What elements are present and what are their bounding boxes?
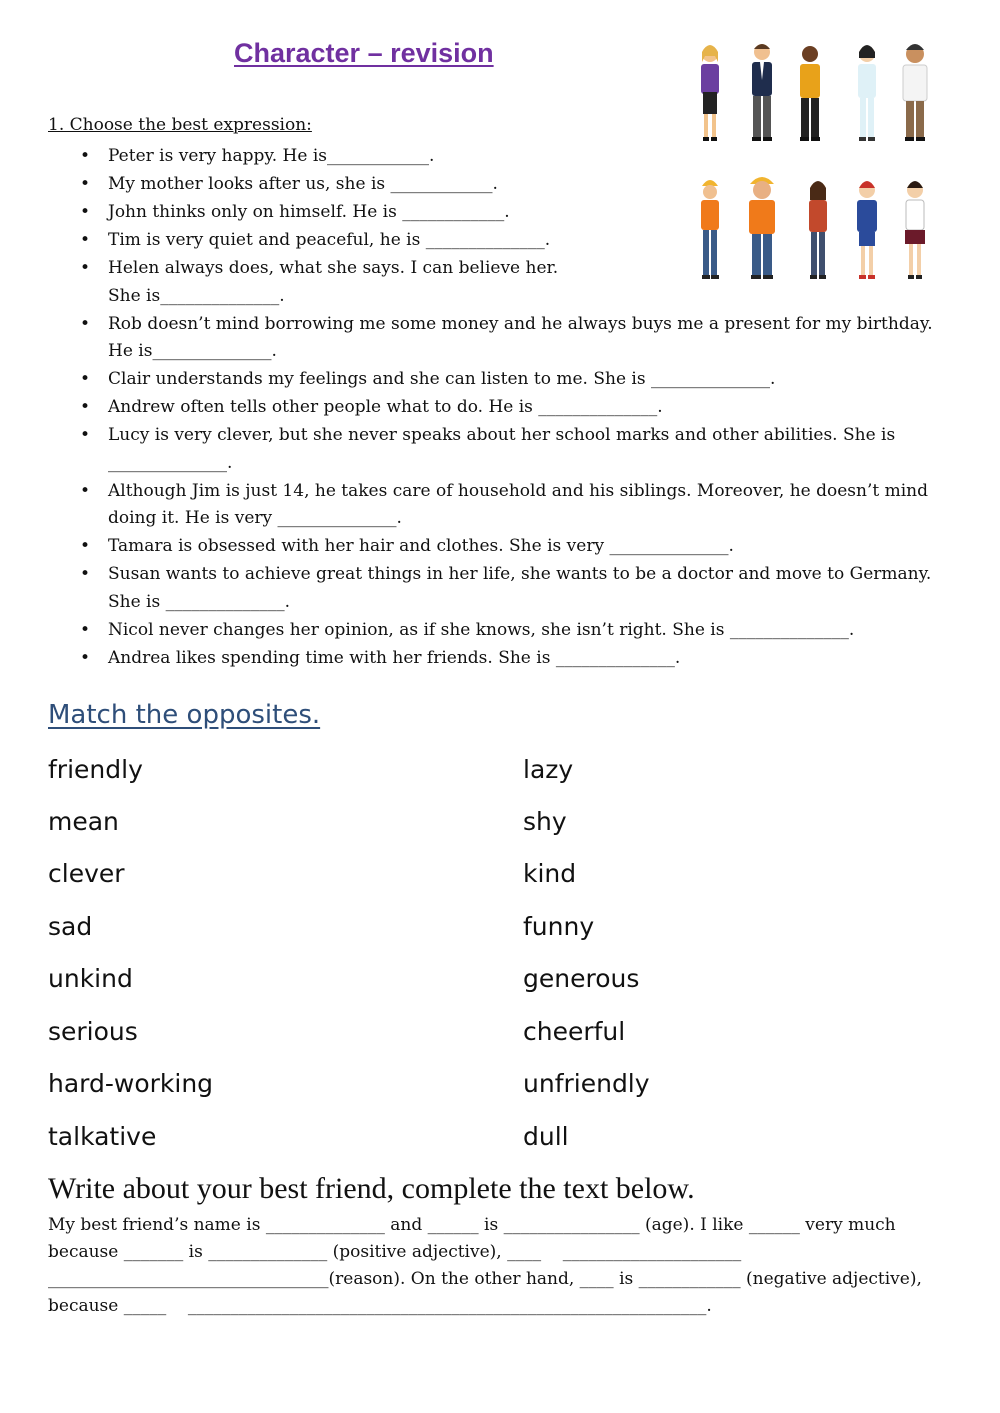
exercise-sentence: • Peter is very happy. He is____________. xyxy=(108,143,948,171)
exercise-sentence: • My mother looks after us, she is ____________. xyxy=(108,171,948,199)
exercise-1-sentence-list xyxy=(108,143,948,673)
write-about-friend-heading: Write about your best friend, complete the text below. xyxy=(48,1172,695,1205)
exercise-sentence: • Tamara is obsessed with her hair and clothes. She is very ______________. xyxy=(108,533,948,561)
match-right-word: shy xyxy=(523,807,567,836)
match-right-word: lazy xyxy=(523,755,574,784)
exercise-sentence: • Clair understands my feelings and she can listen to me. She is ______________. xyxy=(108,366,948,394)
match-left-word: clever xyxy=(48,859,125,888)
exercise-sentence: • Andrew often tells other people what to do. He is ______________. xyxy=(108,394,948,422)
friend-paragraph-line: My best friend’s name is ______________ and ______ is ________________ (age). I like ______ very much xyxy=(48,1215,896,1235)
match-right-word: kind xyxy=(523,859,577,888)
match-left-word: talkative xyxy=(48,1122,157,1151)
match-left-word: unkind xyxy=(48,964,133,993)
match-right-word: dull xyxy=(523,1122,569,1151)
match-left-word: sad xyxy=(48,912,93,941)
match-right-word: funny xyxy=(523,912,595,941)
exercise-sentence: • Although Jim is just 14, he takes care of household and his siblings. Moreover, he doesn’t mind doing it. He is very ______________. xyxy=(108,478,948,533)
friend-paragraph-line: _________________________________(reason). On the other hand, ____ is ____________ (negative adjective), xyxy=(48,1269,922,1289)
exercise-sentence: • Helen always does, what she says. I can believe her. She is______________. xyxy=(108,255,588,310)
person-worker-figure xyxy=(800,46,820,141)
exercise-1-heading: 1. Choose the best expression: xyxy=(48,115,312,135)
worksheet-title: Character – revision xyxy=(234,38,494,68)
exercise-sentence: • Nicol never changes her opinion, as if she knows, she isn’t right. She is ______________. xyxy=(108,617,948,645)
friend-paragraph-line: because _______ is ______________ (positive adjective), ____ _____________________ xyxy=(48,1242,742,1262)
match-right-word: cheerful xyxy=(523,1017,626,1046)
exercise-sentence: • Tim is very quiet and peaceful, he is ______________. xyxy=(108,227,948,255)
person-doctor-figure xyxy=(903,44,927,141)
person-nurse-figure xyxy=(858,45,876,141)
match-left-word: mean xyxy=(48,807,119,836)
match-left-word: serious xyxy=(48,1017,138,1046)
exercise-sentence: • Lucy is very clever, but she never speaks about her school marks and other abilities. She is ______________. xyxy=(108,422,948,477)
friend-paragraph xyxy=(48,1212,928,1320)
match-left-word: friendly xyxy=(48,755,143,784)
exercise-sentence: • Andrea likes spending time with her friends. She is ______________. xyxy=(108,645,948,673)
friend-paragraph-line: because _____ _____________________________________________________________. xyxy=(48,1296,712,1316)
exercise-sentence: • Rob doesn’t mind borrowing me some money and he always buys me a present for my birthday. He is______________. xyxy=(108,311,948,366)
exercise-sentence: • Susan wants to achieve great things in her life, she wants to be a doctor and move to Germany. She is ______________. xyxy=(108,561,948,616)
exercise-sentence: • John thinks only on himself. He is ____________. xyxy=(108,199,948,227)
match-opposites-heading: Match the opposites. xyxy=(48,700,321,730)
person-businesswoman-figure xyxy=(701,45,719,141)
match-right-word: unfriendly xyxy=(523,1069,650,1098)
match-left-word: hard-working xyxy=(48,1069,214,1098)
match-right-word: generous xyxy=(523,964,640,993)
person-businessman-figure xyxy=(752,44,772,141)
